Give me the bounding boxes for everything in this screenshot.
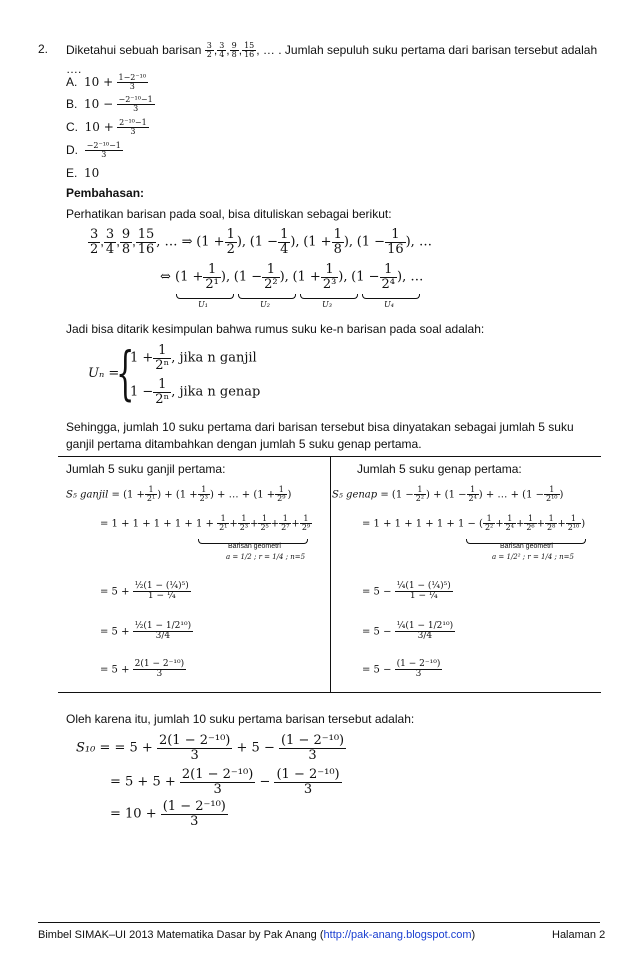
un-case-odd: 1 + $\frac{1}{\text{2ⁿ}}$ , jika n ganjil (130, 343, 257, 373)
option-b: B. 10 − $\frac{\text{−2⁻¹⁰−1}}{3}$ (66, 95, 153, 114)
left-column-title: Jumlah 5 suku ganjil pertama: (66, 462, 226, 476)
final-line-2: = 5 + 5 + $\frac{\text{2(1 − 2⁻¹⁰)}}{3}$ − $\frac{\text{(1 − 2⁻¹⁰)}}{3}$ (110, 767, 340, 797)
solution-intro: Perhatikan barisan pada soal, bisa dituliskan sebagai berikut: (66, 207, 392, 221)
un-case-even: 1 − $\frac{1}{\text{2ⁿ}}$ , jika n genap (130, 377, 261, 407)
stem-tail: , … . Jumlah sepuluh suku pertama dari barisan tersebut adalah (256, 43, 598, 58)
sequence-line-1: $\frac{3}{2}$ , $\frac{3}{4}$ , $\frac{9}{8}$ , $\frac{15}{16}$ , … ⇒ (1 + $\frac{1}{2}$ ), (1 − $\frac{1}{4}$ ), (1 + $\frac{1}{8}$ ), (1 − $\frac{1}{16}$ ), … (90, 227, 432, 257)
stem-term-3: $\frac{9}{8}$ (231, 41, 237, 60)
sehingga-line-2: ganjil pertama ditambahkan dengan jumlah 5 suku genap pertama. (66, 437, 422, 451)
left-step-3: = 5 + $\frac{\text{2(1 − 2⁻¹⁰)}}{3}$ (100, 659, 185, 680)
stem-continuation: …. (66, 62, 82, 76)
footer-page-number: Halaman 2 (552, 929, 606, 941)
right-geo-params: a = 1/2² ; r = 1/4 ; n=5 (492, 553, 574, 561)
right-step-3: = 5 − $\frac{\text{(1 − 2⁻¹⁰)}}{3}$ (362, 659, 441, 680)
final-intro: Oleh karena itu, jumlah 10 suku pertama barisan tersebut adalah: (66, 712, 415, 726)
final-line-3: = 10 + $\frac{\text{(1 − 2⁻¹⁰)}}{3}$ (110, 799, 226, 829)
left-sum-line-1: S₅ ganjil = (1 + $\frac{1}{\text{2¹}}$ ) + (1 + $\frac{1}{\text{2³}}$ ) + … + (1 + $\frac{1}{\text{2⁹}}$ ) (66, 485, 292, 504)
underbrace-label-3: U₃ (322, 300, 332, 309)
option-d: D. $\frac{\text{−2⁻¹⁰−1}}{3}$ (66, 141, 121, 160)
left-geo-label: Barisan geometri (228, 543, 281, 550)
question-stem: Diketahui sebuah barisan $\frac{3}{2}$ , $\frac{3}{4}$ , $\frac{9}{8}$ , $\frac{15}{16}$ , … . Jumlah sepuluh suku pertama dari barisan tersebut adalah (66, 41, 598, 60)
cases-brace: { (116, 339, 135, 407)
left-step-2: = 5 + $\frac{\text{½(1 − 1/2¹⁰)}}{3/4}$ (100, 621, 192, 642)
right-sum-line-1: S₅ genap = (1 − $\frac{1}{\text{2²}}$ ) + (1 − $\frac{1}{\text{2⁴}}$ ) + … + (1 − $\frac{1}{\text{2¹⁰}}$ ) (332, 485, 564, 504)
underbrace-label-4: U₄ (384, 300, 394, 309)
underbrace-label-1: U₁ (198, 300, 208, 309)
stem-term-2: $\frac{3}{4}$ (219, 41, 225, 60)
footer-link[interactable]: http://pak-anang.blogspot.com (323, 929, 472, 941)
footer-rule (38, 922, 600, 923)
option-a: A. 10 + $\frac{\text{1−2⁻¹⁰}}{3}$ (66, 73, 147, 92)
right-sum-line-2: = 1 + 1 + 1 + 1 + 1 − ( $\frac{1}{\text{2²}}$ + $\frac{1}{\text{2⁴}}$ + $\frac{1}{\text{2⁶}}$ + $\frac{1}{\text{2⁸}}$ + $\frac{1}{\text{2¹⁰}}$ ) (362, 514, 586, 533)
right-geo-label: Barisan geometri (500, 543, 553, 550)
table-bottom-rule (58, 692, 601, 693)
underbrace-label-2: U₂ (260, 300, 270, 309)
right-column-title: Jumlah 5 suku genap pertama: (357, 462, 522, 476)
left-geo-params: a = 1/2 ; r = 1/4 ; n=5 (226, 553, 306, 561)
conclusion-text: Jadi bisa ditarik kesimpulan bahwa rumus suku ke-n barisan pada soal adalah: (66, 322, 485, 336)
underbrace-1 (176, 294, 234, 299)
final-line-1: S₁₀ = = 5 + $\frac{\text{2(1 − 2⁻¹⁰)}}{3}$ + 5 − $\frac{\text{(1 − 2⁻¹⁰)}}{3}$ (76, 733, 345, 763)
right-step-2: = 5 − $\frac{\text{¼(1 − 1/2¹⁰)}}{3/4}$ (362, 621, 454, 642)
underbrace-2 (238, 294, 296, 299)
stem-term-4: $\frac{15}{16}$ (244, 41, 255, 60)
stem-prefix: Diketahui sebuah barisan (66, 43, 202, 58)
question-number: 2. (38, 42, 49, 56)
stem-term-1: $\frac{3}{2}$ (206, 41, 212, 60)
solution-heading: Pembahasan: (66, 186, 145, 200)
table-divider (330, 456, 331, 692)
un-label: Uₙ = (88, 366, 120, 381)
sehingga-line-1: Sehingga, jumlah 10 suku pertama dari barisan tersebut bisa dinyatakan sebagai jumlah 5 suku (66, 420, 574, 434)
underbrace-4 (362, 294, 420, 299)
left-sum-line-2: = 1 + 1 + 1 + 1 + 1 + $\frac{1}{\text{2¹}}$ + $\frac{1}{\text{2³}}$ + $\frac{1}{\text{2⁵}}$ + $\frac{1}{\text{2⁷}}$ + $\frac{1}{\text{2⁹}}$ (100, 514, 311, 533)
left-step-1: = 5 + $\frac{\text{½(1 − (¼)⁵)}}{\text{1 − ¼}}$ (100, 581, 189, 602)
underbrace-3 (300, 294, 358, 299)
sequence-line-2: ⇔ (1 + $\frac{1}{\text{2¹}}$ ), (1 − $\frac{1}{\text{2²}}$ ), (1 + $\frac{1}{\text{2³}}$ ), (1 − $\frac{1}{\text{2⁴}}$ ), … (160, 262, 424, 292)
option-e: E. 10 (66, 166, 100, 180)
right-step-1: = 5 − $\frac{\text{¼(1 − (¼)⁵)}}{\text{1 − ¼}}$ (362, 581, 451, 602)
option-c: C. 10 + $\frac{\text{2⁻¹⁰−1}}{3}$ (66, 118, 147, 137)
footer-left: Bimbel SIMAK–UI 2013 Matematika Dasar by Pak Anang (http://pak-anang.blogspot.com) (38, 929, 476, 941)
